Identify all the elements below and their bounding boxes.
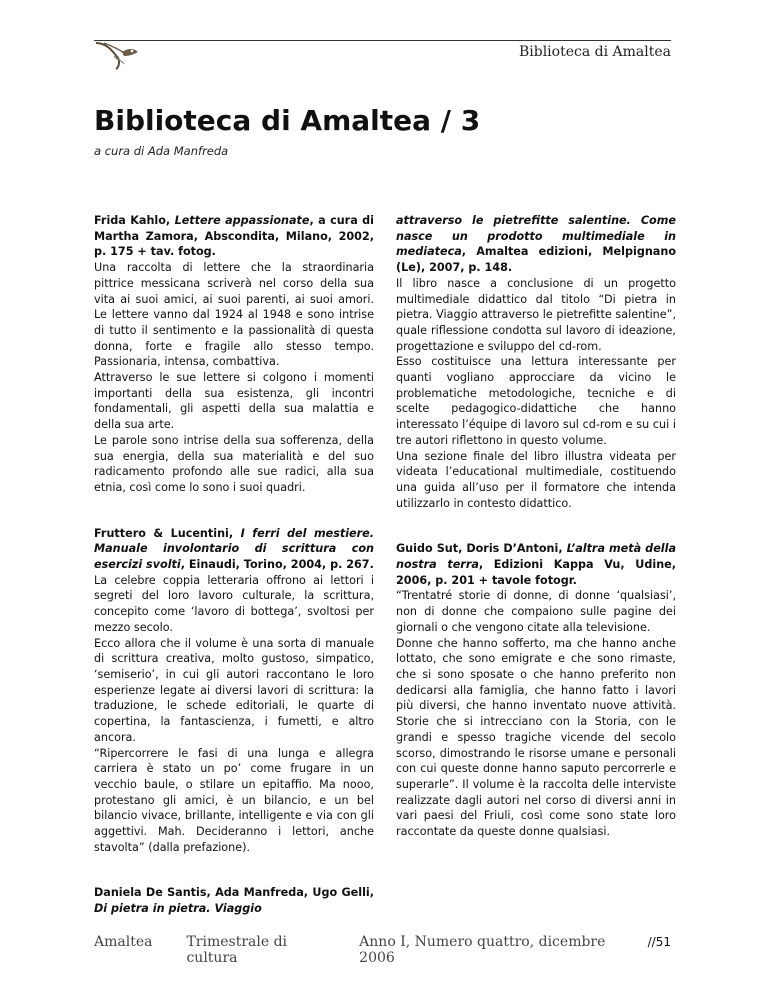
citation-text: Fruttero & Lucentini, — [94, 526, 241, 540]
header-label: Biblioteca di Amaltea — [518, 44, 671, 60]
review-paragraph: Esso costituisce una lettura interessante per quanti vogliano approcciare da vicino le problematiche metodologiche, tecniche e di scelte pedagogico-didattiche che hanno interessato l’équipe di lavoro sul cd-rom e su cui i tre autori riflettono in questo volume. — [396, 355, 676, 447]
review-paragraph: Una raccolta di lettere che la straordinaria pittrice messicana scriverà nel corso della sua vita ai suoi amici, ai suoi parenti, ai suoi amori. Le lettere vanno dal 1924 al 1948 e sono intrise di tutto il sentimento e la passionalità di questa donna, forte e fragile allo stesso tempo. Passionaria, intensa, combattiva. — [94, 261, 374, 369]
book-title: Di pietra in pietra. Viaggio — [94, 902, 262, 916]
review-paragraph: La celebre coppia letteraria offrono ai lettori i segreti del loro lavoro culturale, la scrittura, concepito come ‘lavoro di bottega’, svoltosi per mezzo secolo. — [94, 573, 374, 634]
page-footer — [94, 934, 671, 966]
review-paragraph: Una sezione finale del libro illustra videata per videata l’educational multimediale, costituendo una guida all’uso per il formatore che intenda utilizzarlo in contesto didattico. — [396, 449, 676, 510]
book-entry — [94, 885, 374, 916]
citation-text: , a cura di Martha Zamora, Abscondita, Milano, 2002, p. 175 + tav. fotog. — [94, 214, 374, 259]
footer-issue: Anno I, Numero quattro, dicembre 2006 — [359, 934, 606, 966]
book-citation — [396, 541, 676, 588]
book-entry — [396, 541, 676, 839]
page-subtitle: a cura di Ada Manfreda — [94, 144, 229, 158]
book-title: L’altra metà della nostra terra — [396, 542, 676, 572]
book-citation — [94, 885, 374, 916]
citation-text: Guido Sut, Doris D’Antoni, — [396, 542, 567, 556]
page-number: //51 — [647, 935, 671, 949]
book-entry — [94, 526, 374, 856]
citation-text: , Amaltea edizioni, Melpignano (Le), 2007, p. 148. — [396, 245, 676, 275]
book-entry — [396, 213, 676, 511]
book-entry — [94, 213, 374, 496]
citation-text: Frida Kahlo, — [94, 214, 175, 227]
citation-text: Daniela De Santis, Ada Manfreda, Ugo Gelli, — [94, 886, 374, 900]
header-rule — [94, 40, 671, 41]
footer-magazine: Amaltea — [94, 934, 153, 950]
goat-ornament-icon — [94, 40, 144, 70]
book-title: I ferri del mestiere. Manuale involontario di scrittura con esercizi svolti — [94, 526, 374, 572]
book-citation — [396, 213, 676, 276]
page-title: Biblioteca di Amaltea / 3 — [94, 104, 481, 137]
book-citation — [94, 213, 374, 260]
review-paragraph: Donne che hanno sofferto, ma che hanno anche lottato, che sono emigrate e che sono rimaste, che si sono sposate o che hanno preferito non dedicarsi alla famiglia, che hanno fatto i lavori più diversi, che hanno inventato nuove attività. Storie che si intrecciano con la Storia, con le grandi e spesso tragiche vicende del secolo scorso, dimostrando le risorse umane e personali con cui queste donne hanno saputo percorrerle e superarle”. Il volume è la raccolta delle interviste realizzate dagli autori nel corso di diversi anni in vari paesi del Friuli, così come sono state loro raccontate da queste donne qualsiasi. — [396, 636, 676, 839]
review-paragraph: Le parole sono intrise della sua sofferenza, della sua energia, della sua materialità e del suo radicamento profondo alle sue radici, alla sua etnia, così come lo sono i suoi quadri. — [94, 433, 374, 494]
footer-kind: Trimestrale di cultura — [186, 934, 288, 966]
review-paragraph: Attraverso le sue lettere si colgono i momenti importanti della sua esistenza, gli incontri fondamentali, gli aspetti della sua malattia e della sua arte. — [94, 371, 374, 432]
review-paragraph: Ecco allora che il volume è una sorta di manuale di scrittura creativa, molto gustoso, simpatico, ‘semiserio’, in cui gli autori raccontano le loro esperienze legate ai diversi lavori di scrittura: la traduzione, le schede editoriali, le quarte di copertina, la fantascienza, i fumetti, e altro ancora. — [94, 636, 374, 744]
review-paragraph: Il libro nasce a conclusione di un progetto multimediale didattico dal titolo “Di pietra in pietra. Viaggio attraverso le pietrefitte salentine”, quale riflessione condotta sul lavoro di ideazione, progettazione e sviluppo del cd-rom. — [396, 276, 676, 353]
book-title: Lettere appassionate — [174, 214, 310, 227]
citation-text: , Einaudi, Torino, 2004, p. 267. — [180, 558, 374, 572]
left-column — [94, 213, 374, 947]
book-citation — [94, 526, 374, 573]
review-paragraph: “Trentatré storie di donne, di donne ‘qualsiasi’, non di donne che compaiono sulle pagine dei giornali o che vengono citate alla televisione. — [396, 589, 676, 634]
right-column — [396, 213, 676, 870]
review-paragraph: “Ripercorrere le fasi di una lunga e allegra carriera è stato un po’ come frugare in un vecchio baule, o stilare un epitaffio. Ma nooo, protestano gli amici, è un bilancio, e un bel bilancio vivace, brillante, intelligente e via con gli aggettivi. Mah. Decideranno i lettori, anche stavolta” (dalla prefazione). — [94, 746, 374, 854]
citation-text: , Edizioni Kappa Vu, Udine, 2006, p. 201 + tavole fotogr. — [396, 558, 676, 587]
book-title: attraverso le pietrefitte salentine. Come nasce un prodotto multimediale in mediateca — [396, 214, 676, 259]
